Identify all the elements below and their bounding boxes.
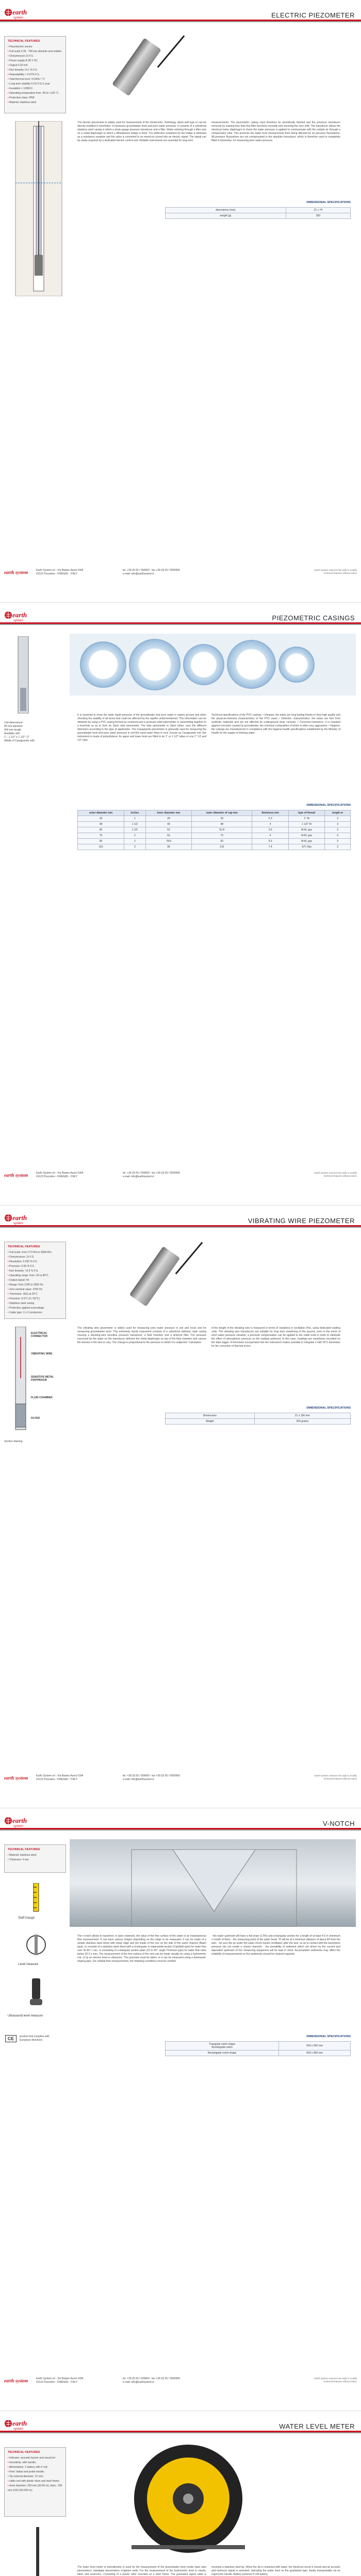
ce-mark-icon: CE [5, 2035, 17, 2042]
table-cell: 33 [78, 816, 124, 822]
page-piezometric-casings [0, 603, 361, 1206]
table-cell: 3 [325, 833, 351, 839]
ultrasound-label: Ultrasound level measure [8, 2014, 43, 2018]
label-electrical-connector: ELECTRICAL CONNECTOR [31, 1332, 48, 1338]
tech-feature-item: • Total thermal error <0.04% / °C [8, 77, 62, 82]
table-cell: 1 [124, 816, 145, 822]
table-cell: 2 [124, 839, 145, 844]
footer-contacts [123, 569, 180, 576]
logo-subtext: system [13, 1825, 24, 1828]
table-cell: 1 1/2 [124, 822, 145, 827]
body-text-right: Technical specifications of the PVC casings: • Lifespan: the tubes are long lasting thanks to their high quality and the physical-chemical characteristics of the PVC used; • Dielectric characteristics: the tubes are free from synthetic materials and are not affected by underground stray currents; • Corrosion-resistance: it is resistant against corrosion caused by groundwater, the chemical composition of which is often very aggressive; • Hygiene: the casings are manufactured in compliance with the hygiene-health specifications established by the Ministry of Health for the supply of drinking water. [211, 714, 340, 735]
brand-logo [4, 2417, 35, 2438]
footer-note: Earth System reserves the right to modify technical features without notice [314, 2377, 357, 2383]
tech-feature-item: • Operating temperature from -40 to +125 °C [8, 91, 62, 96]
table-cell: 7.4 [252, 844, 289, 850]
table-cell: 2.3 [252, 816, 289, 822]
vw-piezometer-image [129, 1246, 180, 1307]
table-header: outer diameter of cap mm [192, 810, 252, 816]
table-row [78, 839, 351, 844]
table-cell: 21 x 156 mm [254, 1413, 350, 1419]
footer-contact-line: tel. +39 (0) 55 / 000000 - fax +39 (0) 55 / 0000000 [123, 2377, 180, 2380]
table-header: inner diameter mm [145, 810, 192, 816]
logo-text: earth [12, 1817, 27, 1824]
tech-feature-item: • Non linearity: <0.5 % F.S. [8, 1269, 62, 1274]
logo-text: earth [12, 8, 27, 16]
table-cell: 1 1/2" M [288, 822, 324, 827]
tech-features-list [8, 1853, 62, 1862]
table-cell: 3 [325, 822, 351, 827]
body-text-left: The v-notch allows to transform, in open channels, the value of the free surface of the water in an instantaneous flow measurement. It can have various shapes depending on the range to be measured. It can be made of a simple stainless steel sheet with sharp edge and the inside of the one on the side of the same channel (Bazin type), or consists of a stainless steel sheet with a rectangular or trapezoidal section (Cipolletti type) for water flow over 30-50 l / sec, or consisting of a triangular section plate (15 to 45°, angle Thomson type) for water flow rates below 30 l/ s max. The measurement of the free surface of the vein can be made visually by using a hydrometric rod, or by an electric level or ultrasonic. The precision must be taken, or it can be measured using a downward-sloping pipe. For reliable flow measurements, the following conditions must be verified: [77, 1935, 206, 1963]
label-vibrating-wire: VIBRATING WIRE [31, 1352, 53, 1355]
tech-feature-item: • Tip external diameter: 12 mm; [8, 2475, 62, 2479]
body-text-left: The electric piezometer is widely used for measurement of the Geotechnic, Hydrology, dams well type or can be directly installed in boreholes. It measures groundwater level and pore water pressure. It consists of a cylindrical stainless steel casing in which a strain gauge pressure transducer and a filter. Water entering through a filter acts on a metal diaphragm to which a Wheatstone bridge is fixed. The deflection sustained by the bridge is detected as a resistance variation and the value is converted to an electrical current into an electric signal. The signal can be easily acquired by a dedicated electric control unit. Reliable instruments are essential for long term [77, 121, 206, 142]
table-row [166, 208, 351, 213]
table-cell: 40 [145, 822, 192, 827]
tech-feature-item: • Material: stainless steel; [8, 1853, 62, 1858]
table-row [78, 816, 351, 822]
table-cell: 3 [325, 827, 351, 833]
table-cell: Rectangular notch shape [166, 2050, 279, 2056]
footer-address-line: Earth System srl - Via Baiano Aureo 53/A [36, 2377, 84, 2380]
tech-feature-item: • Stainless steel casing [8, 1301, 62, 1306]
tech-features-title: TECHNICAL FEATURES [8, 1245, 40, 1248]
table-cell: 1 1/2 [124, 827, 145, 833]
body-text-right: - the water upstream will have a fall slope (1-5%) and rectangular section for a length of at least 4-5 m (minimum 1 month of flow); - the measuring point of the water head: 'H' will be at a minimum distance of about 4H from the weir; - be sure the air under the water chock travels ventilated, after the weir, so as to contact with the barometric pressure (do not create a closed channel); - the possibility of sediment which are driven by the current and deposited upstream of the measuring equipment will be kept in mind. Accumulated sediments may affect the reliability of measurements so the sediments should be cleaned regularly. [211, 1935, 340, 1956]
table-row [166, 213, 351, 219]
tech-feature-item: • Precision: 0.05 % F.S. [8, 1264, 62, 1269]
drawing-caption: Section drawing [4, 1440, 23, 1443]
table-header: length m [325, 810, 351, 816]
tech-feature-item: • Material: stainless steel [8, 100, 62, 105]
footer-contacts [123, 1172, 180, 1179]
globe-icon [4, 2419, 12, 2428]
table-header: inches [124, 810, 145, 816]
tech-feature-item: • Overpressure 2x F.S. [8, 54, 62, 59]
tech-feature-item: • Overpressure: 2x F.S. [8, 1255, 62, 1260]
casing-end [80, 641, 126, 688]
table-cell: S/T, Has [288, 844, 324, 850]
footer-address-line: 41122 Pozzolino - FIRENZE - ITALY [36, 572, 78, 575]
table-cell: M-M, gas [288, 839, 324, 844]
ultrasound-sensor-image [26, 1978, 46, 2009]
staff-gauge-image [28, 1883, 44, 1914]
v-notch-photo [70, 1839, 356, 1927]
label-fluid-chamber: FLUID CHAMBER [31, 1396, 53, 1399]
footer-address [36, 569, 83, 576]
dimensional-specs-title: DIMENSIONAL SPECIFICATIONS [306, 1406, 351, 1410]
table-cell: M-M, gas [288, 833, 324, 839]
casing-end [129, 639, 180, 690]
table-cell: 4 [252, 833, 289, 839]
table-cell: 90 [78, 839, 124, 844]
cable-reel-image [129, 2439, 248, 2558]
table-header: type of thread [288, 810, 324, 816]
table-cell: 4 [252, 822, 289, 827]
tech-feature-item: • Full scale: from 172 kPa to 2068 kPa [8, 1250, 62, 1255]
table-row [166, 1413, 351, 1419]
footer-address-line: Earth System srl - Via Baiano Aureo 53/A [36, 1172, 84, 1175]
logo-subtext: system [13, 16, 24, 20]
page-title: V-NOTCH [323, 1820, 355, 1827]
table-cell: 600 x 500 mm [279, 2050, 351, 2056]
tech-feature-item: • Thickness: 4 mm [8, 1858, 62, 1862]
tech-features-title: TECHNICAL FEATURES [8, 1848, 40, 1851]
globe-icon [4, 1817, 12, 1825]
tech-feature-item: • Alimentation: 1 battery with 9 volt; [8, 2465, 62, 2470]
tech-feature-item: • cable reel with plastic drum and steel frame; [8, 2479, 62, 2484]
footer-logo: earth system [4, 1173, 28, 1178]
body-text-left: The vibrating wire piezometer is widely used for measuring pore water pressure in soil and rocks and for measuring groundwater level. This extremely sturdy instrument consists of a cylindrical stainless steel casing housing a vibrating-wire sensitive pressure transducer, a fluid chamber and a sintered filter. The pressure exercised by the water on the transducer deforms the metal diaphragm on top of the fluid chamber and causes the tension in the wire to vary. The change is proportional to the pressure to which it is subjected. Calculation [77, 1327, 206, 1344]
table-cell: 21 x 74 [286, 208, 350, 213]
tech-feature-item: • Thermistor: 3KΩ at 25°C [8, 1292, 62, 1297]
table-cell: 60 [78, 827, 124, 833]
section-drawing [10, 1327, 31, 1435]
tech-feature-item: • Operating range: from -20 to 80°C [8, 1274, 62, 1278]
table-row [78, 833, 351, 839]
table-header-row [78, 810, 351, 816]
footer-address-line: Earth System srl - Via Baiano Aureo 53/A [36, 569, 84, 572]
table-cell: 3 [325, 839, 351, 844]
tech-features-title: TECHNICAL FEATURES [8, 40, 40, 43]
tech-feature-item: • Piezoelectric sensor [8, 45, 62, 49]
brand-logo [4, 609, 35, 630]
table-row [166, 2050, 351, 2056]
brand-logo [4, 6, 35, 27]
tech-feature-item: • Insulation > 100M Ω [8, 87, 62, 91]
footer-contact-line: e-mail: info@earthsystem.it [123, 1778, 154, 1781]
label-metal-diaphragm: SENSITIVE METAL DIAPHRAGM [31, 1376, 54, 1382]
tech-features-list [8, 45, 62, 105]
tech-features-panel [4, 36, 66, 113]
table-cell: dimensions (mm) [166, 208, 286, 213]
tech-features-title: TECHNICAL FEATURES [8, 2451, 40, 2454]
dimensional-specs-title: DIMENSIONAL SPECIFICATIONS [306, 201, 351, 204]
casing-end [227, 640, 276, 689]
table-cell: 75 [78, 833, 124, 839]
table-cell: 29 [145, 816, 192, 822]
table-cell: 33 [192, 816, 252, 822]
dimensional-specs-title: DIMENSIONAL SPECIFICATIONS [306, 804, 351, 807]
footer-contact-line: e-mail: info@earthsystem.it [123, 572, 154, 575]
tech-feature-item: • Non linearity +0.1 % F.S. [8, 68, 62, 73]
tech-feature-item: • Precision: 0.5°C (0 / 50°C) [8, 1297, 62, 1301]
footer-logo: earth system [4, 570, 28, 575]
tech-feature-item: • Reel: Italian and probe handle; [8, 2470, 62, 2475]
footer-address-line: 41122 Pozzolino - FIRENZE - ITALY [36, 2381, 78, 2384]
body-text-left: It is essential to know the static liquid pressure of the groundwater and pore water in watery ground and when checking the stability of all terms that could be affected by the aquifer undermentioned. This information can be obtained by using a PVC casing formed by screened and a pressure-relief piezometer or assembling together to a borehole so as to form an Open tube piezometer. The tube piezometer in Open tubes: uses the different diameters according to the type of application. The Casagrande piezometer is generally used for measuring the groundwater level and pore water pressure in soil fine sand water flows in rock. Known as Casagrande cell, this instrument is made of polyethylene. Its upper and lower tests are filled to be 1" or 1 1/2" tubes or one 1" 1/2 and 1/2" tube. [77, 714, 206, 742]
tech-feature-item: • Sensitivity: with handle; [8, 2461, 62, 2465]
footer-note: Earth System reserves the right to modify technical features without notice [314, 1172, 357, 1177]
table-cell: 2 [124, 833, 145, 839]
dimensional-specs-title: DIMENSIONAL SPECIFICATIONS [306, 2035, 351, 2038]
tech-feature-item: • Range: from 1200 to 3500 Hz [8, 1283, 62, 1287]
table-cell: M-M, gas [288, 827, 324, 833]
table-row [78, 822, 351, 827]
tech-features-panel [4, 1844, 66, 1873]
page-title: PIEZOMETRIC CASINGS [272, 614, 355, 622]
page-footer [4, 1772, 357, 1793]
pvc-casings-photo [70, 634, 356, 696]
globe-icon [4, 8, 12, 16]
table-cell: 75 [192, 833, 252, 839]
table-cell: 63 [145, 833, 192, 839]
table-row [78, 844, 351, 850]
table-cell: 1" M [288, 816, 324, 822]
page-title: WATER LEVEL METER [279, 2422, 355, 2430]
cell-caption: Cell dimensions: 90 mm diameter 264 mm length Available with 1" - 1 1/2" e 1 1/2" / 2" (Made of Casagrande cell) [4, 721, 35, 742]
page-title: VIBRATING WIRE PIEZOMETER [248, 1217, 355, 1225]
casing-end [278, 647, 315, 683]
footer-address [36, 1172, 83, 1179]
tech-feature-item: • Cable type: 2 x 2 conductors [8, 1311, 62, 1315]
casing-specs-table [77, 810, 351, 850]
table-cell: weight (g) [166, 213, 286, 219]
footer-address-line: 41122 Pozzolino - FIRENZE - ITALY [36, 1778, 78, 1781]
table-cell: 78.8 [145, 839, 192, 844]
footer-contact-line: tel. +39 (0) 55 / 000000 - fax +39 (0) 55 / 0000000 [123, 1774, 180, 1777]
table-row [166, 2042, 351, 2050]
tech-features-panel [4, 1242, 66, 1319]
tech-feature-item: • Protection against overvoltage [8, 1306, 62, 1311]
piezometer-probe-image [112, 38, 161, 96]
body-text-right: measurements. The piezometric casing must therefore be periodically flushed and the pressure transducer removed by loweing less than few filter functions normally and checking the zero shift. The transducer allows the electrical meter diaphragm to check the water pressure is applied to communicate with the outside air through a compensator tube. This prevents the water level measurement from being affected by air pressure fluctuations. All pressure fluctuations are not compensated in the absolute transducer, which is therefore used in completely filled in boreholes, for measuring pore water pressure. [211, 121, 340, 142]
body-text-right: mounted a stainless steel tip. When the tip is contacted with water, the electrical circuit is closed and an acoustic and luminous signal is activated, indicating the water level on the graduated tape. Easily transportable via an ergonomic handle. Battery powered 9 volt battery. [211, 2566, 340, 2576]
footer-address-line: Earth System srl - Via Baiano Aureo 53/A [36, 1774, 84, 1777]
page-vibrating-wire-piezometer [0, 1206, 361, 1808]
tech-feature-item: • Protection class: IP68 [8, 96, 62, 100]
table-cell: 52.8 [192, 827, 252, 833]
table-cell: 3.6 [252, 827, 289, 833]
table-cell: 48 [78, 822, 124, 827]
table-cell: 500 x 500 mm [279, 2042, 351, 2050]
table-cell: 200 grams [254, 1419, 350, 1425]
table-cell: 3 [124, 844, 145, 850]
dimensional-specs-table [165, 207, 351, 219]
borehole-diagram [10, 121, 67, 296]
brand-logo [4, 1815, 35, 1835]
table-header: thickness mm [252, 810, 289, 816]
globe-icon [4, 1214, 12, 1222]
table-cell: Weight [166, 1419, 255, 1425]
table-cell: 5.6 [252, 839, 289, 844]
header-grey-bar [0, 1829, 361, 1831]
staff-gauge-label: Staff Gauge [18, 1917, 35, 1920]
table-cell: 3 [325, 844, 351, 850]
table-cell: 110 [192, 844, 252, 850]
probe-and-tape-image [21, 2527, 57, 2576]
dimensional-specs-table [165, 1413, 351, 1425]
page-electric-piezometer [0, 0, 361, 603]
table-cell: 48 [192, 822, 252, 827]
table-cell: Triangular notch shape Rectangular notch [166, 2042, 279, 2050]
table-cell: 110 [78, 844, 124, 850]
logo-text: earth [12, 1214, 27, 1222]
tech-feature-item: • Indicator: acoustic buzzer and visual led [8, 2456, 62, 2461]
tech-feature-item: • Output 4-20 mA [8, 63, 62, 68]
tech-features-panel [4, 2447, 66, 2517]
casagrande-cell-drawing [13, 636, 34, 714]
v-notch-weir-drawing [70, 1839, 356, 1927]
footer-note: Earth System reserves the right to modify technical features without notice [314, 569, 357, 574]
logo-subtext: system [13, 619, 24, 622]
tech-feature-item: • Repeatability < 0.07% F.S. [8, 73, 62, 77]
footer-contact-line: tel. +39 (0) 55 / 000000 - fax +39 (0) 55 / 0000000 [123, 569, 180, 572]
logo-subtext: system [13, 2428, 24, 2431]
tech-feature-item: • Output signal: Hz [8, 1278, 62, 1283]
header-grey-bar [0, 624, 361, 625]
label-filter: FILTER [31, 1417, 40, 1420]
dimensional-specs-table [165, 2041, 351, 2056]
footer-note: Earth System reserves the right to modify technical features without notice [314, 1774, 357, 1780]
footer-address [36, 1774, 83, 1782]
table-cell: 3 [325, 816, 351, 822]
header-grey-bar [0, 1227, 361, 1228]
logo-subtext: system [13, 1222, 24, 1225]
tech-feature-item: • Resolution: 0.025 % F.S. [8, 1260, 62, 1264]
footer-contact-line: e-mail: info@earthsystem.it [123, 1175, 154, 1178]
footer-address [36, 2377, 83, 2384]
logo-text: earth [12, 2419, 27, 2427]
table-row [78, 827, 351, 833]
tech-feature-item: • Power supply 8-28 V DC [8, 59, 62, 63]
page-title: ELECTRIC PIEZOMETER [271, 11, 355, 19]
body-text-left: The water level meter or phreatimeter is used for the measurement of the groundwater level inside open tube piezometers, standpipe piezometers, irrigation wells. For the measurement of the hydrometric level in canals, lakes and reservoirs. Consisting of a plastic roller mounted on a steel frame. The graduated signal cable is [77, 2566, 206, 2576]
table-cell: 53 [145, 827, 192, 833]
page-water-level-meter [0, 2411, 361, 2576]
tech-feature-item: • Full scale 0.35 - 700 bar absolute and relative [8, 49, 62, 54]
probe-cable [157, 35, 185, 67]
tech-feature-item: • Long term stability 0.1% F.S./1 year [8, 82, 62, 87]
table-cell: 96 [145, 844, 192, 850]
table-header: outer diameter mm [78, 810, 124, 816]
table-row [166, 1419, 351, 1425]
ce-caption: product that complies with European directives [20, 2035, 50, 2042]
table-cell: 300 [286, 213, 350, 219]
page-footer [4, 1170, 357, 1190]
tech-features-list [8, 2456, 62, 2493]
tech-feature-item: • Zero nominal value: 4750 Hz [8, 1287, 62, 1292]
logo-text: earth [12, 611, 27, 619]
footer-logo: earth system [4, 2378, 28, 2383]
footer-contact-line: tel. +39 (0) 55 / 000000 - fax +39 (0) 55 / 0000000 [123, 1172, 180, 1175]
page-footer [4, 2375, 357, 2396]
level-measure-image [23, 1932, 49, 1958]
footer-logo: earth system [4, 1775, 28, 1781]
casing-end [183, 644, 224, 685]
footer-contact-line: e-mail: info@earthsystem.it [123, 2381, 154, 2384]
footer-address-line: 41122 Pozzolino - FIRENZE - ITALY [36, 1175, 78, 1178]
page-v-notch [0, 1808, 361, 2411]
header-grey-bar [0, 2432, 361, 2433]
footer-contacts [123, 1774, 180, 1782]
brand-logo [4, 1212, 35, 1232]
footer-contacts [123, 2377, 180, 2384]
header-grey-bar [0, 21, 361, 22]
globe-icon [4, 611, 12, 619]
tech-features-list [8, 1250, 62, 1315]
table-cell: Dimensions [166, 1413, 255, 1419]
page-footer [4, 567, 357, 587]
tech-feature-item: • drum diameter: 260 mm (30-50 m), diam.: 330 mm (100-150-200 m); [8, 2484, 62, 2493]
body-text-right: of the length of the vibrating wire is measured in terms of variations in oscillation (Hz), using dedicated reading units. The vibrating wire transducers are suitable for long term monitoring of the ground, even in the event of short water pressure variation, a pressure compensation can be applied to the cable ends in order to eliminate the effect of atmospheric pressure on the reading achieved. In this case, readings are sometimes recorded on the data logger. A thermistor incorporated into the instrument makes possible to integrate it with NTC thermistor for the correction of thermal errors. [211, 1327, 340, 1348]
table-cell: 92 [192, 839, 252, 844]
level-measure-label: Level measure [18, 1963, 39, 1966]
